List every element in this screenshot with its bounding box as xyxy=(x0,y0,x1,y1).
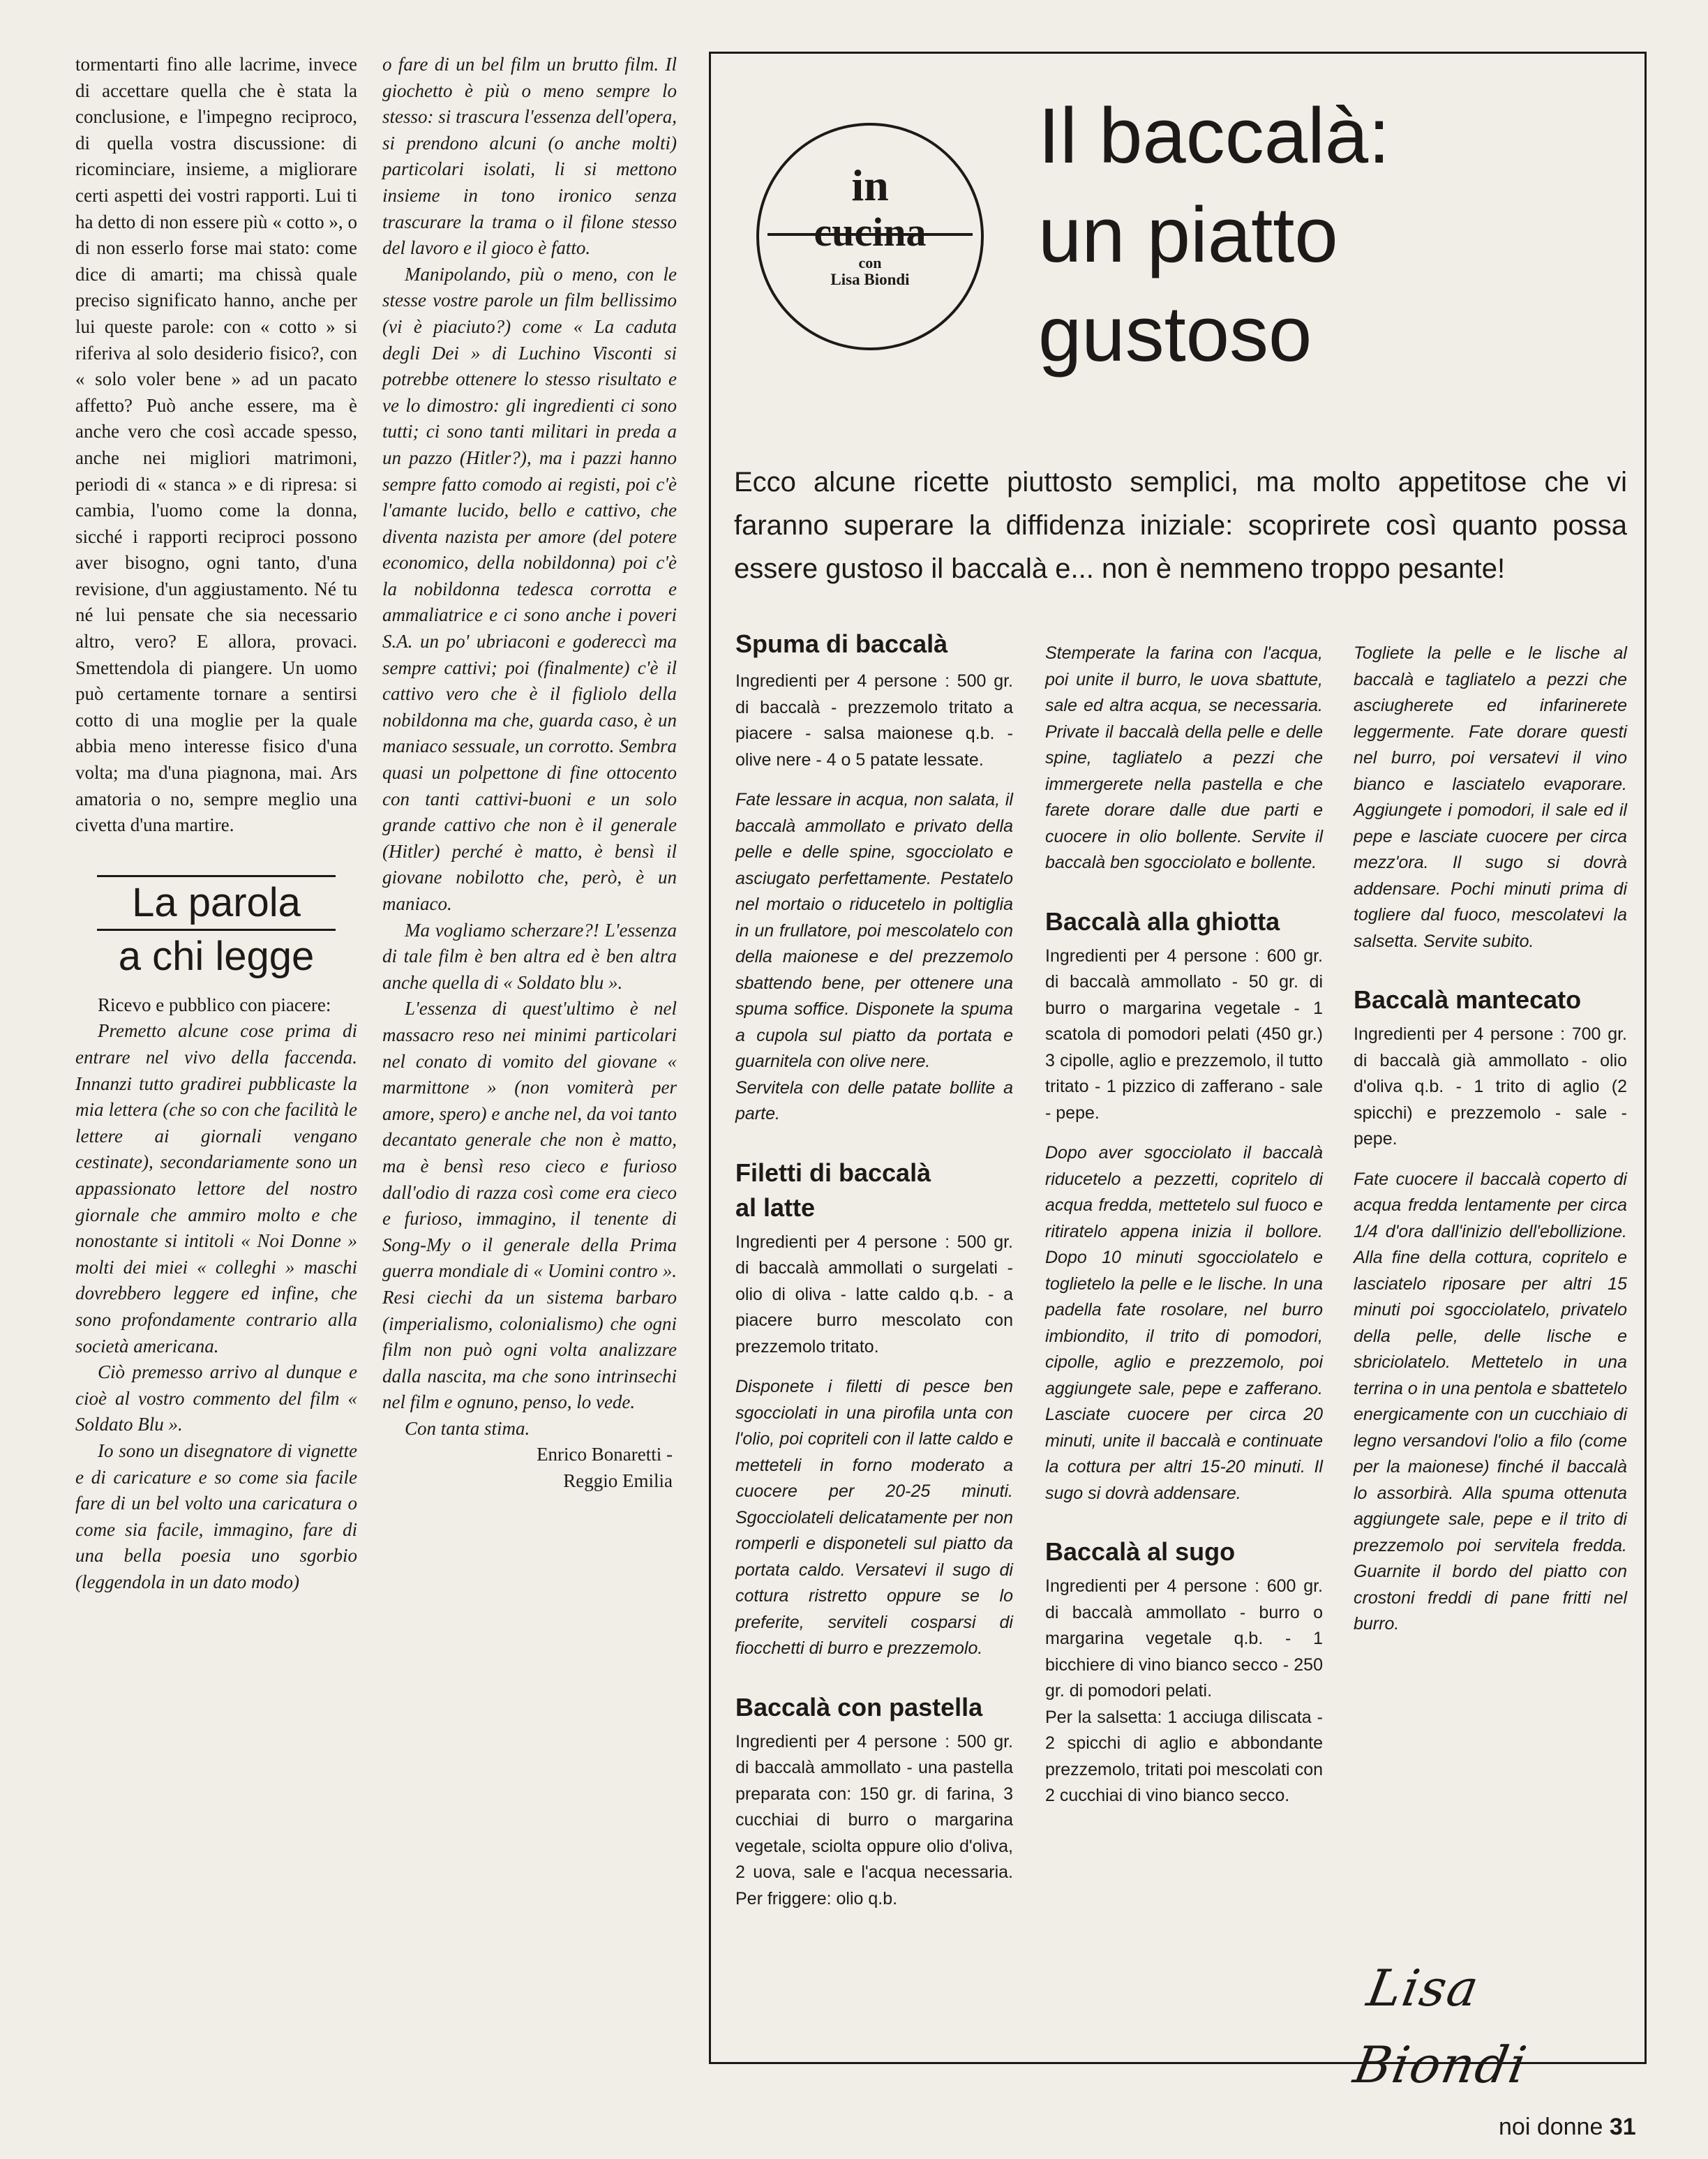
recipe-method: Fate cuocere il baccalà coperto di acqua fredda lentamente per circa 1/4 d'ora dall'inizio dell'ebollizione. Alla fine della cottura, copritelo e lasciatelo riposare per altri 15 minuti poi sgocciolatelo, privatelo della pelle, delle lische e sbriciolatelo. Mettetelo in una terrina o in una pentola e sbattetelo energicamente con un cucchiaio di legno versandovi l'olio a filo (come per la maionese) finché il baccalà lo assorbirà. Alla spuma ottenuta aggiungete sale, pepe e il trito di prezzemolo poi servitela fredda. Guarnite il bordo del piatto con crostoni freddi di pane fritti nel burro. xyxy=(1354,1169,1627,1634)
letter-continued-column xyxy=(382,52,677,1495)
badge-line-in: in xyxy=(851,160,889,210)
recipe-title: Baccalà con pastella xyxy=(735,1692,983,1721)
recipe-ingredients: Ingredienti per 4 persone : 500 gr. di baccalà ammollati o surgelati - olio di oliva - latte caldo q.b. - a piacere burro mescolato con prezzemolo tritato. xyxy=(735,1232,1013,1357)
recipe-ingredients: Ingredienti per 4 persone : 600 gr. di baccalà ammollato - burro o margarina vegetale q.b. - 1 bicchiere di vino bianco secco - 250 gr. di pomodori pelati. xyxy=(1045,1576,1323,1701)
badge-author: Lisa Biondi xyxy=(830,271,910,288)
recipe-ingredients: Ingredienti per 4 persone : 700 gr. di baccalà già ammollato - olio d'oliva q.b. - 1 trito di aglio (2 spicchi) e prezzemolo - sale - pepe. xyxy=(1354,1024,1627,1149)
letter-paragraph: Manipolando, più o meno, con le stesse vostre parole un film bellissimo (vi è piaciuto?) come « La caduta degli Dei » di Luchino Visconti si potrebbe ottenere lo stesso risultato e ve lo dimostro: gli ingredienti ci sono tutti; ci sono tanti militari in preda a un pazzo (Hitler?), ma i pazzi hanno sempre fatto comodo ai registi, poi c'è l'amante lucido, bello e cattivo, che diventa nazista per amore (del potere economico, della nobildonna) poi c'è la nobildonna tedesca corrotta e ammaliatrice e ci sono anche i poveri S.A. un po' ubriaconi e godereccì ma sempre cattivi; poi (finalmente) c'è il cattivo vero che è il figliolo della nobildonna ma che, guarda caso, è un maniaco sessuale, un corrotto. Sembra quasi un polpettone di fine ottocento con tanti cattivi-buoni e un solo grande cattivo che non è il generale (Hitler) perché è matto, è bensì il giovane nobilotto che, però, è un maniaco. xyxy=(382,263,677,914)
recipes-intro: Ecco alcune ricette piuttosto semplici, ma molto appetitose che vi faranno superare la diffidenza iniziale: scoprirete così quanto possa essere gustoso il baccalà e... non è nemmeno troppo pesante! xyxy=(734,467,1627,584)
badge-line-cucina: cucina xyxy=(814,209,927,255)
section-title-line-1: La parola xyxy=(132,879,301,925)
recipe-title: Baccalà alla ghiotta xyxy=(1045,906,1280,936)
recipe-method: Disponete i filetti di pesce ben sgocciolati in una pirofila unta con l'olio, poi copriteli con il latte caldo e metteteli in forno moderato a cuocere per 20-25 minuti. Sgocciolateli delicatamente per non romperli e disponeteli sul piatto da portata caldo. Versatevi il sugo di cottura ristretto oppure se lo preferite, serviteli cosparsi di fiocchetti di burro e prezzemolo. xyxy=(735,1377,1013,1658)
magazine-name: noi donne xyxy=(1499,2114,1603,2140)
recipe-ingredients-start: Ingredienti per 4 persone : 500 gr. di baccalà ammollato - una pastella preparata con: 150 gr. di farina, 3 cucchiai di burro o margarina vegetale, sciolta oppure olio d'oliva, 2 uova, sale e l'acqua necessaria. Per friggere: olio q.b. xyxy=(735,1731,1013,1908)
headline-line-3: gustoso xyxy=(1038,290,1312,378)
recipe-title: Baccalà al sugo xyxy=(1045,1537,1236,1566)
author-signature: Lisa Biondi xyxy=(1349,1959,1532,2094)
letter-signer-city: Reggio Emilia xyxy=(563,1470,673,1492)
badge-divider xyxy=(767,233,973,236)
letter-paragraph: L'essenza di quest'ultimo è nel massacro reso nei minimi particolari nel conato di vomito del giovane « marmittone » (non vomiterà per amore, spero) e anche nel, da voi tanto decantato generale che non è matto, ma è bensì reso cieco e furioso dall'odio di razza così come era cieco e furioso, immagino, il tenente di Song-My o il generale della Prima guerra mondiale di « Uomini contro ». Resi ciechi da un sistema barbaro (imperialismo, colonialismo) che ogni film non può ogni volta analizzare dalla nascita, ma che sono intrinsechi nel film e ognuno, penso, lo vede. xyxy=(382,998,677,1413)
recipe-title: Baccalà mantecato xyxy=(1354,985,1582,1014)
headline xyxy=(1038,87,1624,384)
recipe-title-continued: al latte xyxy=(735,1193,816,1222)
recipe-ingredients: Ingredienti per 4 persone : 600 gr. di baccalà ammollato - 50 gr. di burro o margarina vegetale - 1 scatola di pomodori pelati (450 gr.) 3 cipolle, aglio e prezzemolo, il tutto tritato - 1 pizzico di zafferano - sale - pepe. xyxy=(1045,946,1323,1123)
headline-line-1: Il baccalà: xyxy=(1038,92,1391,179)
recipe-method: Fate lessare in acqua, non salata, il baccalà ammollato e privato della pelle e delle spine, sgocciolato e asciugato perfettamente. Pestatelo nel mortaio o riducetelo in poltiglia in un frullatore, poi mescolatelo con della maionese e del prezzemolo sbattendo bene, per ottenere una spuma soffice. Disponete la spuma a cupola sul piatto da portata e guarnitela con olive nere. xyxy=(735,790,1013,1071)
letter-paragraph: Io sono un disegnatore di vignette e di caricature e so come sia facile fare di un bel volto una caricatura o come sia facile, immagino, fare di una bella poesia uno sgorbio (leggendola in un dato modo) xyxy=(75,1440,357,1592)
headline-line-2: un piatto xyxy=(1038,191,1338,278)
recipe-sauce: Per la salsetta: 1 acciuga diliscata - 2 spicchi di aglio e abbondante prezzemolo, tritati poi mescolati con 2 cucchiai di vino bianco secco. xyxy=(1045,1707,1323,1805)
recipe-column-2 xyxy=(1045,627,1323,1809)
page-number: 31 xyxy=(1609,2114,1636,2140)
recipe-title: Spuma di baccalà xyxy=(735,629,948,658)
recipe-column-3 xyxy=(1354,627,1627,1638)
recipe-method: Togliete la pelle e le lische al baccalà e tagliatelo a pezzi che asciugherete ed infarinerete leggermente. Fate dorare questi nel burro, poi versatevi il vino bianco e lasciatelo evaporare. Aggiungete i pomodori, il sale ed il pepe e lasciate cuocere per circa mezz'ora. Il sugo si dovrà addensare. Pochi minuti prima di togliere dal fuoco, mescolatevi la salsetta. Servite subito. xyxy=(1354,643,1627,951)
badge-line-con: con xyxy=(858,254,882,271)
recipe-note: Servitela con delle patate bollite a parte. xyxy=(735,1077,1013,1123)
section-title-line-2: a chi legge xyxy=(118,933,315,979)
letter-intro: Ricevo e pubblico con piacere: xyxy=(98,994,331,1015)
reply-text: tormentarti fino alle lacrime, invece di accettare quella che è stata la conclusione, e l'impegno reciproco, di quella vostra discussione: di ricominciare, insieme, a migliorare certi aspetti dei vostri rapporti. Lui ti ha detto di non essere più « cotto », o di non esserlo forse mai stato: come dice di amarti; ma chissà quale preciso significato hanno, anche per lui queste parole: con « cotto » si riferiva al solo desiderio fisico?, con « solo voler bene » ad un pacato affetto? Può anche essere, ma è anche vero che così accade spesso, anche nei migliori matrimoni, periodi di « stanca » e di ripresa: si cambia, l'uomo come la donna, sicché i rapporti reciproci possono aver bisogno, ogni tanto, d'una revisione, d'un aggiustamento. Né tu né lui pensate che sia necessario altro, vero? E allora, provaci. Smettendola di piangere. Un uomo può certamente tornare a sentirsi cotto di una moglie per la quale abbia meno interesse fisico d'una volta; ma d'una piagnona, mai. Ars amatoria o no, sempre meglio una civetta d'una martire. xyxy=(75,54,357,836)
letters-column xyxy=(75,52,357,1595)
letter-paragraph: Ciò premesso arrivo al dunque e cioè al vostro commento del film « Soldato Blu ». xyxy=(75,1361,357,1435)
page-footer xyxy=(1499,2113,1636,2141)
letter-paragraph: Ma vogliamo scherzare?! L'essenza di tale film è ben altra ed è ben altra anche quella di « Soldato blu ». xyxy=(382,919,677,993)
letter-closing: Con tanta stima. xyxy=(405,1417,530,1439)
recipe-column-1 xyxy=(735,627,1013,1908)
in-cucina-badge xyxy=(756,123,984,350)
letter-paragraph: o fare di un bel film un brutto film. Il giochetto è più o meno sempre lo stesso: si trascura l'essenza dell'opera, si prendono alcuni (o anche molti) particolari isolati, li si mettono insieme in tono ironico senza trascurare la trama o il filone stesso del lavoro e il gioco è fatto. xyxy=(382,54,677,259)
letter-paragraph: Premetto alcune cose prima di entrare nel vivo della faccenda. Innanzi tutto gradirei pubblicaste la mia lettera (che so con che facilità le lettere ai giornali vengano cestinate), secondariamente sono un appassionato lettore del nostro giornale che ammiro molto e che nonostante si intitoli « Noi Donne » molti dei miei « colleghi » maschi dovrebbero leggere ed infine, che sono profondamente contrario alla società americana. xyxy=(75,1020,357,1357)
recipe-method: Dopo aver sgocciolato il baccalà riducetelo a pezzetti, copritelo di acqua fredda, mettetelo sul fuoco e ritiratelo appena inizia il bollore. Dopo 10 minuti sgocciolatelo e toglietelo la pelle e le lische. In una padella fate rosolare, nel burro imbiondito, il trito di pomodori, cipolle, aglio e prezzemolo, poi aggiungete sale, pepe e zafferano. Lasciate cuocere per circa 20 minuti, unite il baccalà e continuate la cottura per altri 15-20 minuti. Il sugo si dovrà addensare. xyxy=(1045,1143,1323,1503)
recipe-method: Stemperate la farina con l'acqua, poi unite il burro, le uova sbattute, sale ed altra acqua, se necessaria. Private il baccalà della pelle e delle spine, tagliatelo a pezzi che immergerete nella pastella e che farete dorare dalle due parti e cuocere in olio bollente. Servite il baccalà ben sgocciolato e bollente. xyxy=(1045,643,1323,872)
letter-signer: Enrico Bonaretti - xyxy=(537,1444,673,1465)
recipe-title: Filetti di baccalà xyxy=(735,1158,931,1187)
recipe-ingredients: Ingredienti per 4 persone : 500 gr. di baccalà - prezzemolo tritato a piacere - salsa maionese q.b. - olive nere - 4 o 5 patate lessate. xyxy=(735,671,1013,770)
